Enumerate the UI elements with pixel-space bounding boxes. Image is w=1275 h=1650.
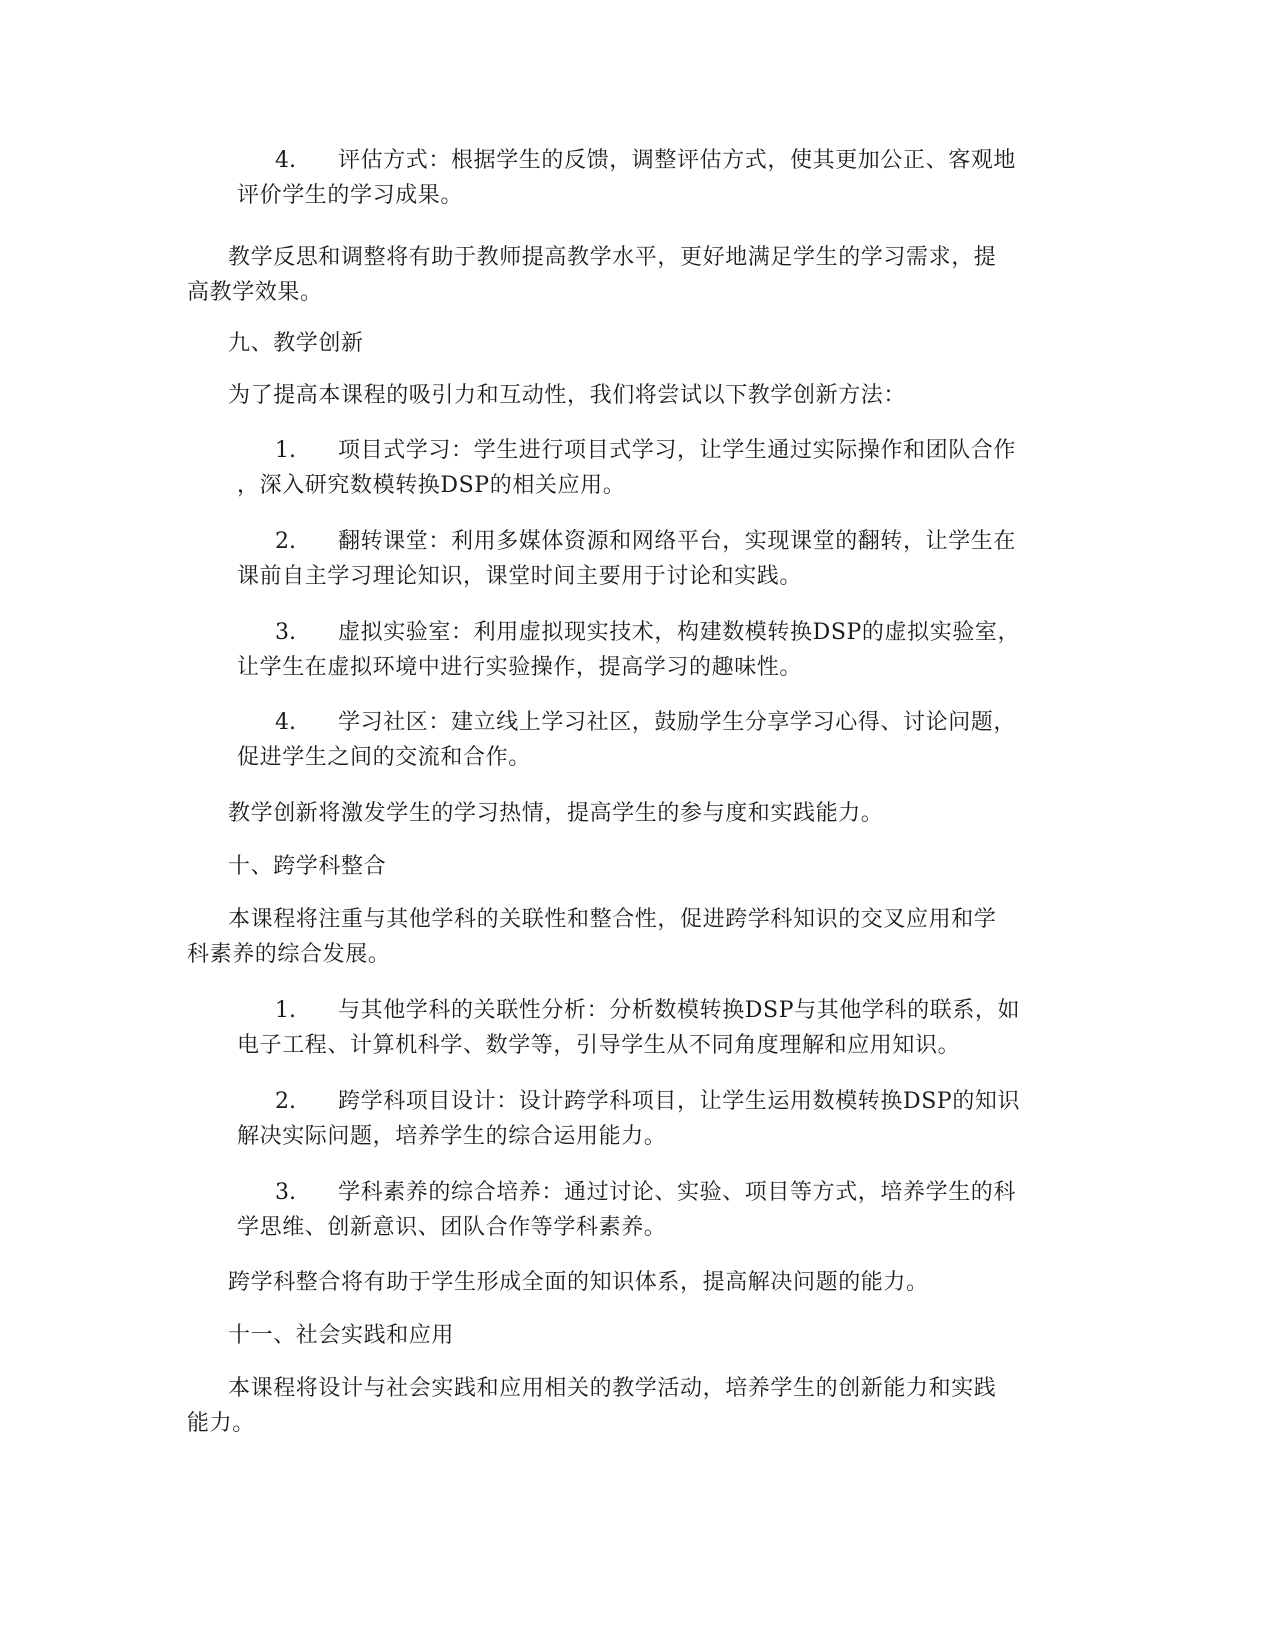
list-item-text: 学思维、创新意识、团队合作等学科素养。 (237, 1215, 667, 1240)
list-number: 2. (275, 1089, 296, 1114)
list-item-text: 跨学科项目设计：设计跨学科项目，让学生运用数模转换DSP的知识 (338, 1089, 1021, 1114)
list-item-text: 让学生在虚拟环境中进行实验操作，提高学习的趣味性。 (237, 655, 803, 680)
paragraph-text: 科素养的综合发展。 (187, 942, 391, 967)
paragraph-text: 本课程将设计与社会实践和应用相关的教学活动，培养学生的创新能力和实践 (228, 1376, 997, 1401)
section-heading: 十、跨学科整合 (228, 854, 387, 879)
list-item-text: 学习社区：建立线上学习社区，鼓励学生分享学习心得、讨论问题， (338, 710, 1017, 735)
paragraph-text: 教学创新将激发学生的学习热情，提高学生的参与度和实践能力。 (228, 801, 884, 826)
list-item-text: 与其他学科的关联性分析：分析数模转换DSP与其他学科的联系，如 (338, 998, 1021, 1023)
paragraph-text: 跨学科整合将有助于学生形成全面的知识体系，提高解决问题的能力。 (228, 1270, 929, 1295)
list-item-text: ，深入研究数模转换DSP的相关应用。 (237, 473, 626, 498)
section-heading: 十一、社会实践和应用 (228, 1323, 455, 1348)
list-number: 1. (275, 438, 296, 463)
list-item-text: 项目式学习：学生进行项目式学习，让学生通过实际操作和团队合作 (338, 438, 1017, 463)
paragraph-text: 本课程将注重与其他学科的关联性和整合性，促进跨学科知识的交叉应用和学 (228, 907, 997, 932)
list-number: 3. (275, 1180, 296, 1205)
list-item-text: 评估方式：根据学生的反馈，调整评估方式，使其更加公正、客观地 (338, 148, 1017, 173)
paragraph-text: 为了提高本课程的吸引力和互动性，我们将尝试以下教学创新方法： (228, 383, 907, 408)
section-heading: 九、教学创新 (228, 331, 364, 356)
list-number: 4. (275, 148, 296, 173)
list-item-text: 解决实际问题，培养学生的综合运用能力。 (237, 1124, 667, 1149)
list-item-text: 翻转课堂：利用多媒体资源和网络平台，实现课堂的翻转，让学生在 (338, 529, 1017, 554)
paragraph-text: 高教学效果。 (187, 280, 323, 305)
list-number: 3. (275, 620, 296, 645)
list-item-text: 电子工程、计算机科学、数学等，引导学生从不同角度理解和应用知识。 (237, 1033, 961, 1058)
list-number: 4. (275, 710, 296, 735)
list-item-text: 学科素养的综合培养：通过讨论、实验、项目等方式，培养学生的科 (338, 1180, 1017, 1205)
paragraph-text: 能力。 (187, 1411, 255, 1436)
list-item-text: 课前自主学习理论知识，课堂时间主要用于讨论和实践。 (237, 564, 803, 589)
list-item-text: 评价学生的学习成果。 (237, 183, 464, 208)
list-item-text: 促进学生之间的交流和合作。 (237, 745, 531, 770)
paragraph-text: 教学反思和调整将有助于教师提高教学水平，更好地满足学生的学习需求，提 (228, 245, 997, 270)
list-number: 1. (275, 998, 296, 1023)
list-number: 2. (275, 529, 296, 554)
list-item-text: 虚拟实验室：利用虚拟现实技术，构建数模转换DSP的虚拟实验室， (338, 620, 1021, 645)
